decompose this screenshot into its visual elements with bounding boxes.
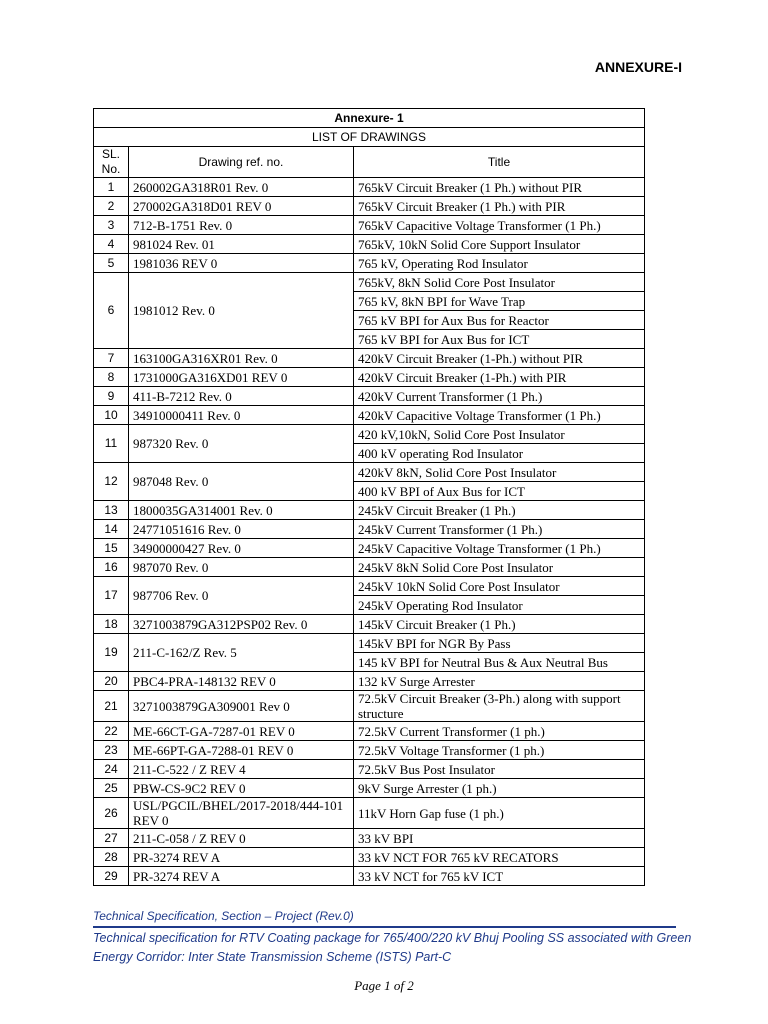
row-sl-number: 23 bbox=[94, 741, 129, 760]
page-number: Page 1 of 2 bbox=[354, 978, 414, 993]
table-row bbox=[94, 178, 645, 197]
table-row bbox=[94, 798, 645, 829]
row-sl-number: 25 bbox=[94, 779, 129, 798]
row-drawing-ref: USL/PGCIL/BHEL/2017-2018/444-101 REV 0 bbox=[129, 798, 354, 829]
row-title: 765 kV, Operating Rod Insulator bbox=[354, 254, 645, 273]
table-row bbox=[94, 197, 645, 216]
row-drawing-ref: 34900000427 Rev. 0 bbox=[129, 539, 354, 558]
row-sl-number: 9 bbox=[94, 387, 129, 406]
table-row bbox=[94, 741, 645, 760]
table-row bbox=[94, 254, 645, 273]
row-title: 765kV Circuit Breaker (1 Ph.) without PIR bbox=[354, 178, 645, 197]
spec-description: Technical specification for RTV Coating package for 765/400/220 kV Bhuj Pooling SS associated with Green Energy Corridor: Inter State Transmission Scheme (ISTS) Part-C bbox=[93, 931, 692, 964]
row-drawing-ref: 987048 Rev. 0 bbox=[129, 463, 354, 501]
row-title: 72.5kV Voltage Transformer (1 ph.) bbox=[354, 741, 645, 760]
row-title: 420kV 8kN, Solid Core Post Insulator bbox=[354, 463, 645, 482]
row-drawing-ref: 1731000GA316XD01 REV 0 bbox=[129, 368, 354, 387]
table-row bbox=[94, 235, 645, 254]
table-row bbox=[94, 501, 645, 520]
row-sl-number: 6 bbox=[94, 273, 129, 349]
table-row bbox=[94, 577, 645, 596]
table-row bbox=[94, 558, 645, 577]
row-drawing-ref: PR-3274 REV A bbox=[129, 848, 354, 867]
row-title: 765kV, 8kN Solid Core Post Insulator bbox=[354, 273, 645, 292]
row-title: 400 kV BPI of Aux Bus for ICT bbox=[354, 482, 645, 501]
row-title: 11kV Horn Gap fuse (1 ph.) bbox=[354, 798, 645, 829]
row-sl-number: 27 bbox=[94, 829, 129, 848]
row-title: 33 kV BPI bbox=[354, 829, 645, 848]
table-row bbox=[94, 691, 645, 722]
row-title: 765kV Capacitive Voltage Transformer (1 Ph.) bbox=[354, 216, 645, 235]
row-title: 765kV, 10kN Solid Core Support Insulator bbox=[354, 235, 645, 254]
row-title: 245kV 10kN Solid Core Post Insulator bbox=[354, 577, 645, 596]
row-title: 33 kV NCT for 765 kV ICT bbox=[354, 867, 645, 886]
table-row bbox=[94, 273, 645, 292]
row-title: 765kV Circuit Breaker (1 Ph.) with PIR bbox=[354, 197, 645, 216]
column-header-title: Title bbox=[354, 147, 645, 178]
row-drawing-ref: 987070 Rev. 0 bbox=[129, 558, 354, 577]
row-sl-number: 16 bbox=[94, 558, 129, 577]
row-sl-number: 13 bbox=[94, 501, 129, 520]
row-title: 9kV Surge Arrester (1 ph.) bbox=[354, 779, 645, 798]
row-drawing-ref: 1981036 REV 0 bbox=[129, 254, 354, 273]
row-drawing-ref: PBW-CS-9C2 REV 0 bbox=[129, 779, 354, 798]
row-sl-number: 15 bbox=[94, 539, 129, 558]
column-header-sl: SL. No. bbox=[94, 147, 129, 178]
row-sl-number: 11 bbox=[94, 425, 129, 463]
table-row bbox=[94, 520, 645, 539]
row-drawing-ref: PBC4-PRA-148132 REV 0 bbox=[129, 672, 354, 691]
row-drawing-ref: ME-66CT-GA-7287-01 REV 0 bbox=[129, 722, 354, 741]
table-row bbox=[94, 615, 645, 634]
table-row bbox=[94, 387, 645, 406]
row-title: 33 kV NCT FOR 765 kV RECATORS bbox=[354, 848, 645, 867]
row-title: 245kV Operating Rod Insulator bbox=[354, 596, 645, 615]
table-row bbox=[94, 867, 645, 886]
table-row bbox=[94, 779, 645, 798]
row-drawing-ref: 987706 Rev. 0 bbox=[129, 577, 354, 615]
row-sl-number: 5 bbox=[94, 254, 129, 273]
column-header-ref: Drawing ref. no. bbox=[129, 147, 354, 178]
row-title: 765 kV, 8kN BPI for Wave Trap bbox=[354, 292, 645, 311]
row-sl-number: 12 bbox=[94, 463, 129, 501]
row-sl-number: 28 bbox=[94, 848, 129, 867]
annexure-label: ANNEXURE-I bbox=[594, 59, 682, 75]
row-title: 72.5kV Circuit Breaker (3-Ph.) along with support structure bbox=[354, 691, 645, 722]
row-sl-number: 1 bbox=[94, 178, 129, 197]
row-sl-number: 3 bbox=[94, 216, 129, 235]
drawings-table bbox=[93, 108, 645, 886]
table-row bbox=[94, 216, 645, 235]
row-drawing-ref: 211-C-522 / Z REV 4 bbox=[129, 760, 354, 779]
row-drawing-ref: 3271003879GA309001 Rev 0 bbox=[129, 691, 354, 722]
row-drawing-ref: 1981012 Rev. 0 bbox=[129, 273, 354, 349]
row-title: 245kV 8kN Solid Core Post Insulator bbox=[354, 558, 645, 577]
row-title: 420kV Circuit Breaker (1-Ph.) with PIR bbox=[354, 368, 645, 387]
row-drawing-ref: 981024 Rev. 01 bbox=[129, 235, 354, 254]
row-sl-number: 21 bbox=[94, 691, 129, 722]
row-sl-number: 4 bbox=[94, 235, 129, 254]
row-drawing-ref: 24771051616 Rev. 0 bbox=[129, 520, 354, 539]
table-body bbox=[94, 178, 645, 886]
row-title: 72.5kV Bus Post Insulator bbox=[354, 760, 645, 779]
row-sl-number: 26 bbox=[94, 798, 129, 829]
row-sl-number: 29 bbox=[94, 867, 129, 886]
row-title: 132 kV Surge Arrester bbox=[354, 672, 645, 691]
table-row bbox=[94, 463, 645, 482]
row-title: 420kV Circuit Breaker (1-Ph.) without PIR bbox=[354, 349, 645, 368]
row-drawing-ref: 3271003879GA312PSP02 Rev. 0 bbox=[129, 615, 354, 634]
row-sl-number: 2 bbox=[94, 197, 129, 216]
row-title: 765 kV BPI for Aux Bus for Reactor bbox=[354, 311, 645, 330]
row-drawing-ref: PR-3274 REV A bbox=[129, 867, 354, 886]
row-title: 400 kV operating Rod Insulator bbox=[354, 444, 645, 463]
table-row bbox=[94, 722, 645, 741]
row-title: 765 kV BPI for Aux Bus for ICT bbox=[354, 330, 645, 349]
row-title: 420kV Capacitive Voltage Transformer (1 Ph.) bbox=[354, 406, 645, 425]
row-sl-number: 14 bbox=[94, 520, 129, 539]
row-sl-number: 22 bbox=[94, 722, 129, 741]
row-sl-number: 18 bbox=[94, 615, 129, 634]
row-drawing-ref: 260002GA318R01 Rev. 0 bbox=[129, 178, 354, 197]
row-title: 72.5kV Current Transformer (1 ph.) bbox=[354, 722, 645, 741]
row-sl-number: 8 bbox=[94, 368, 129, 387]
row-drawing-ref: 34910000411 Rev. 0 bbox=[129, 406, 354, 425]
table-row bbox=[94, 539, 645, 558]
row-sl-number: 20 bbox=[94, 672, 129, 691]
table-row bbox=[94, 848, 645, 867]
row-drawing-ref: 712-B-1751 Rev. 0 bbox=[129, 216, 354, 235]
row-title: 145kV BPI for NGR By Pass bbox=[354, 634, 645, 653]
spec-section-line: Technical Specification, Section – Project (Rev.0) bbox=[93, 909, 354, 923]
row-title: 245kV Capacitive Voltage Transformer (1 Ph.) bbox=[354, 539, 645, 558]
row-sl-number: 7 bbox=[94, 349, 129, 368]
footer-divider bbox=[93, 926, 676, 928]
table-row bbox=[94, 672, 645, 691]
row-title: 245kV Current Transformer (1 Ph.) bbox=[354, 520, 645, 539]
table-title: Annexure- 1 bbox=[94, 109, 645, 128]
row-title: 420kV Current Transformer (1 Ph.) bbox=[354, 387, 645, 406]
row-title: 245kV Circuit Breaker (1 Ph.) bbox=[354, 501, 645, 520]
row-title: 145kV Circuit Breaker (1 Ph.) bbox=[354, 615, 645, 634]
table-row bbox=[94, 349, 645, 368]
row-drawing-ref: 211-C-162/Z Rev. 5 bbox=[129, 634, 354, 672]
row-drawing-ref: 1800035GA314001 Rev. 0 bbox=[129, 501, 354, 520]
row-sl-number: 10 bbox=[94, 406, 129, 425]
table-row bbox=[94, 760, 645, 779]
table-subtitle: LIST OF DRAWINGS bbox=[94, 128, 645, 147]
row-drawing-ref: ME-66PT-GA-7288-01 REV 0 bbox=[129, 741, 354, 760]
row-drawing-ref: 987320 Rev. 0 bbox=[129, 425, 354, 463]
table-row bbox=[94, 368, 645, 387]
row-sl-number: 24 bbox=[94, 760, 129, 779]
row-sl-number: 19 bbox=[94, 634, 129, 672]
row-drawing-ref: 163100GA316XR01 Rev. 0 bbox=[129, 349, 354, 368]
table-row bbox=[94, 406, 645, 425]
table-row bbox=[94, 829, 645, 848]
row-title: 145 kV BPI for Neutral Bus & Aux Neutral Bus bbox=[354, 653, 645, 672]
row-drawing-ref: 211-C-058 / Z REV 0 bbox=[129, 829, 354, 848]
row-title: 420 kV,10kN, Solid Core Post Insulator bbox=[354, 425, 645, 444]
row-sl-number: 17 bbox=[94, 577, 129, 615]
row-drawing-ref: 270002GA318D01 REV 0 bbox=[129, 197, 354, 216]
table-row bbox=[94, 425, 645, 444]
row-drawing-ref: 411-B-7212 Rev. 0 bbox=[129, 387, 354, 406]
table-row bbox=[94, 634, 645, 653]
